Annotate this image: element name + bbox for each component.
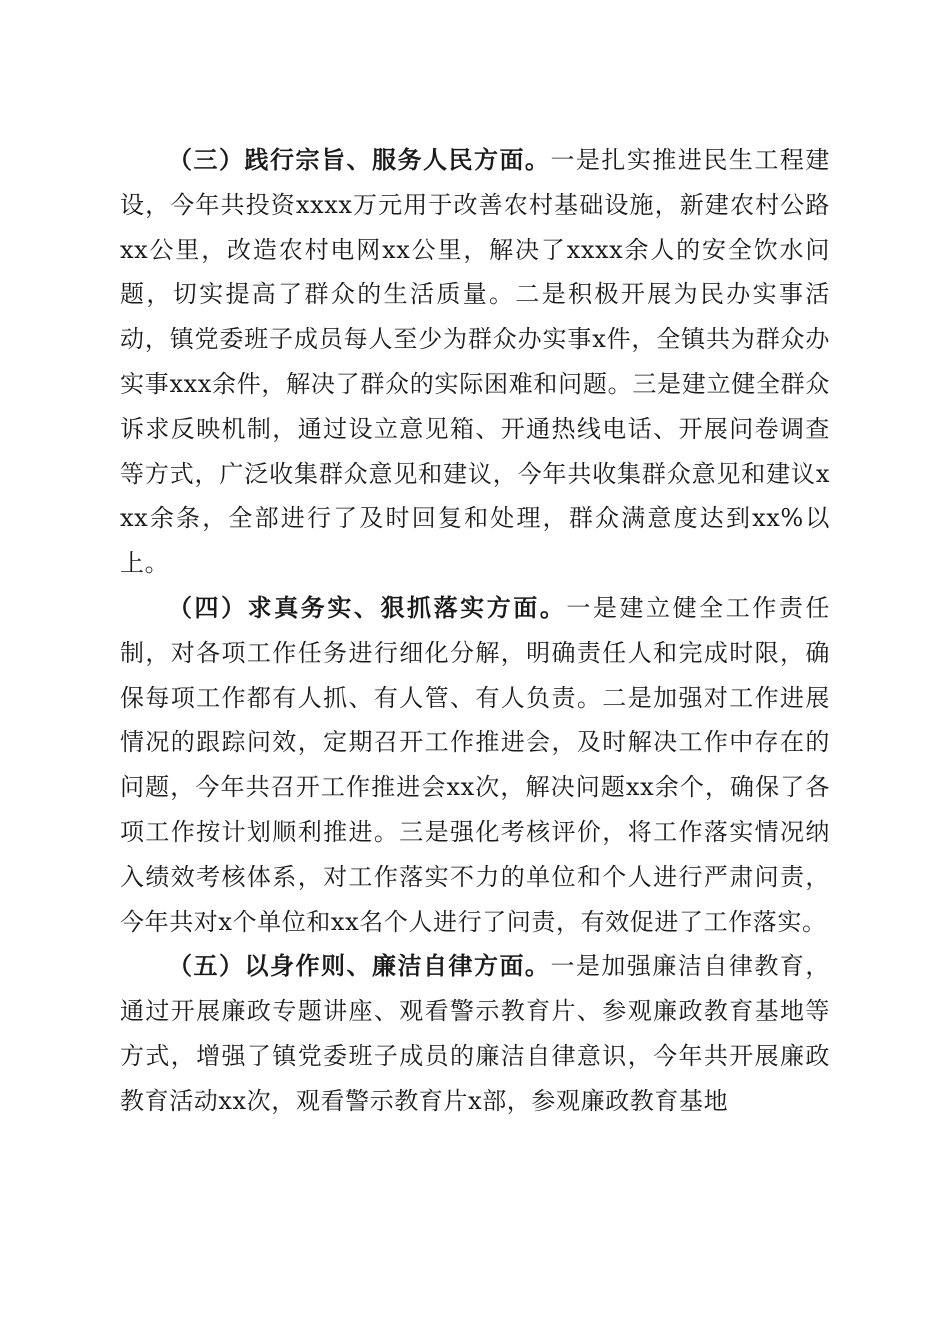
paragraph-text: 一是扎实推进民生工程建设，今年共投资xxxx万元用于改善农村基础设施，新建农村公路xx公里，改造农村电网xx公里，解决了xxxx余人的安全饮水问题，切实提高了群众的生活质量。二是积极开展为民办实事活动，镇党委班子成员每人至少为群众办实事x件，全镇共为群众办实事xxx余件，解决了群众的实际困难和问题。三是建立健全群众诉求反映机制，通过设立意见箱、开通热线电话、开展问卷调查等方式，广泛收集群众意见和建议，今年共收集群众意见和建议xxx余条，全部进行了及时回复和处理，群众满意度达到xx%以上。 [120,146,830,578]
paragraph-text: 一是建立健全工作责任制，对各项工作任务进行细化分解，明确责任人和完成时限，确保每项工作都有人抓、有人管、有人负责。二是加强对工作进展情况的跟踪问效，定期召开工作推进会，及时解决工作中存在的问题，今年共召开工作推进会xx次，解决问题xx余个，确保了各项工作按计划顺利推进。三是强化考核评价，将工作落实情况纳入绩效考核体系，对工作落实不力的单位和个人进行严肃问责，今年共对x个单位和xx名个人进行了问责，有效促进了工作落实。 [120,593,830,936]
paragraph-text: 一是加强廉洁自律教育，通过开展廉政专题讲座、观看警示教育片、参观廉政教育基地等方式，增强了镇党委班子成员的廉洁自律意识，今年共开展廉政教育活动xx次，观看警示教育片x部，参观廉政教育基地 [120,952,830,1115]
document-body [120,138,830,1124]
paragraph-implementation [120,586,830,944]
paragraph-heading: （四）求真务实、狠抓落实方面。 [168,592,567,622]
paragraph-service-people [120,138,830,586]
paragraph-heading: （五）以身作则、廉洁自律方面。 [168,951,551,981]
paragraph-integrity [120,944,830,1123]
paragraph-heading: （三）践行宗旨、服务人民方面。 [168,145,551,174]
